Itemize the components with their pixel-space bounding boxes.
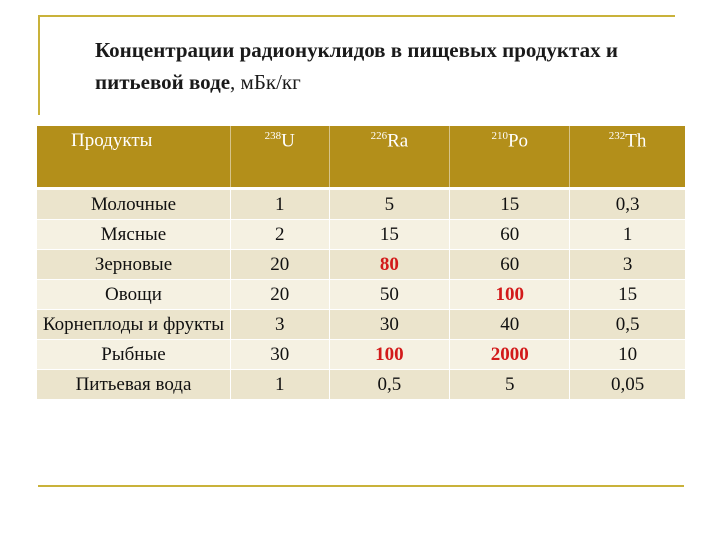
concentration-table	[37, 126, 685, 399]
value-cell	[231, 279, 330, 309]
highlighted-value: 80	[379, 254, 399, 275]
header-nuclide-th: $^{232}$Th	[570, 126, 685, 187]
highlighted-value: 2000	[490, 344, 529, 365]
value-cell	[231, 187, 330, 219]
header-product: Продукты	[37, 126, 231, 187]
value-cell	[330, 187, 451, 219]
table-row	[37, 187, 685, 219]
value-text: 60	[500, 224, 520, 245]
value-cell	[450, 187, 570, 219]
value-text: 60	[500, 254, 520, 275]
bottom-rule	[38, 485, 684, 487]
value-cell	[330, 339, 451, 369]
value-cell	[231, 309, 330, 339]
value-text: 0,5	[615, 314, 640, 335]
value-cell	[450, 219, 570, 249]
table-row	[37, 309, 685, 339]
value-text: 5	[505, 374, 515, 395]
product-cell: Зерновые	[37, 249, 231, 279]
value-cell	[330, 309, 451, 339]
value-text: 40	[500, 314, 520, 335]
value-cell	[450, 339, 570, 369]
value-text: 30	[379, 314, 399, 335]
table-row	[37, 279, 685, 309]
title-unit: , мБк/кг	[230, 70, 301, 94]
value-cell	[570, 279, 685, 309]
slide-title	[95, 34, 655, 98]
value-cell	[330, 249, 451, 279]
value-cell	[570, 339, 685, 369]
table-header-row	[37, 126, 685, 187]
value-text: 20	[270, 284, 290, 305]
product-cell: Питьевая вода	[37, 369, 231, 399]
top-rule	[38, 15, 675, 17]
product-cell: Корнеплоды и фрукты	[37, 309, 231, 339]
value-text: 0,3	[615, 194, 640, 215]
value-cell	[231, 219, 330, 249]
table-body	[37, 187, 685, 399]
value-text: 2	[274, 224, 285, 245]
product-cell: Мясные	[37, 219, 231, 249]
highlighted-value: 100	[375, 344, 404, 365]
table-row	[37, 249, 685, 279]
value-cell	[330, 279, 451, 309]
product-cell: Овощи	[37, 279, 231, 309]
value-cell	[450, 369, 570, 399]
value-text: 3	[622, 254, 633, 275]
left-rule	[38, 15, 40, 115]
title-main: Концентрации радионуклидов в пищевых продуктах и питьевой воде	[95, 38, 618, 94]
product-cell: Рыбные	[37, 339, 231, 369]
value-text: 0,5	[377, 374, 402, 395]
value-text: 30	[270, 344, 290, 365]
value-text: 1	[274, 194, 285, 215]
value-text: 1	[274, 374, 285, 395]
value-text: 15	[618, 284, 638, 305]
value-text: 15	[379, 224, 399, 245]
value-text: 10	[618, 344, 638, 365]
highlighted-value: 100	[495, 284, 525, 305]
table-row	[37, 369, 685, 399]
value-text: 1	[622, 224, 633, 245]
value-cell	[231, 249, 330, 279]
value-text: 50	[379, 284, 399, 305]
value-cell	[570, 309, 685, 339]
value-cell	[570, 219, 685, 249]
value-cell	[231, 369, 330, 399]
value-cell	[570, 187, 685, 219]
value-cell	[450, 249, 570, 279]
value-cell	[330, 369, 451, 399]
value-cell	[450, 309, 570, 339]
product-cell: Молочные	[37, 187, 231, 219]
value-cell	[231, 339, 330, 369]
header-nuclide-ra: $^{226}$Ra	[330, 126, 451, 187]
table-row	[37, 339, 685, 369]
value-cell	[570, 249, 685, 279]
value-cell	[450, 279, 570, 309]
value-text: 3	[274, 314, 285, 335]
table-row	[37, 219, 685, 249]
value-cell	[570, 369, 685, 399]
header-nuclide-u: $^{238}$U	[231, 126, 330, 187]
value-text: 20	[270, 254, 290, 275]
header-nuclide-po: $^{210}$Po	[450, 126, 570, 187]
value-cell	[330, 219, 451, 249]
value-text: 0,05	[610, 374, 645, 395]
value-text: 15	[500, 194, 520, 215]
value-text: 5	[384, 194, 395, 215]
